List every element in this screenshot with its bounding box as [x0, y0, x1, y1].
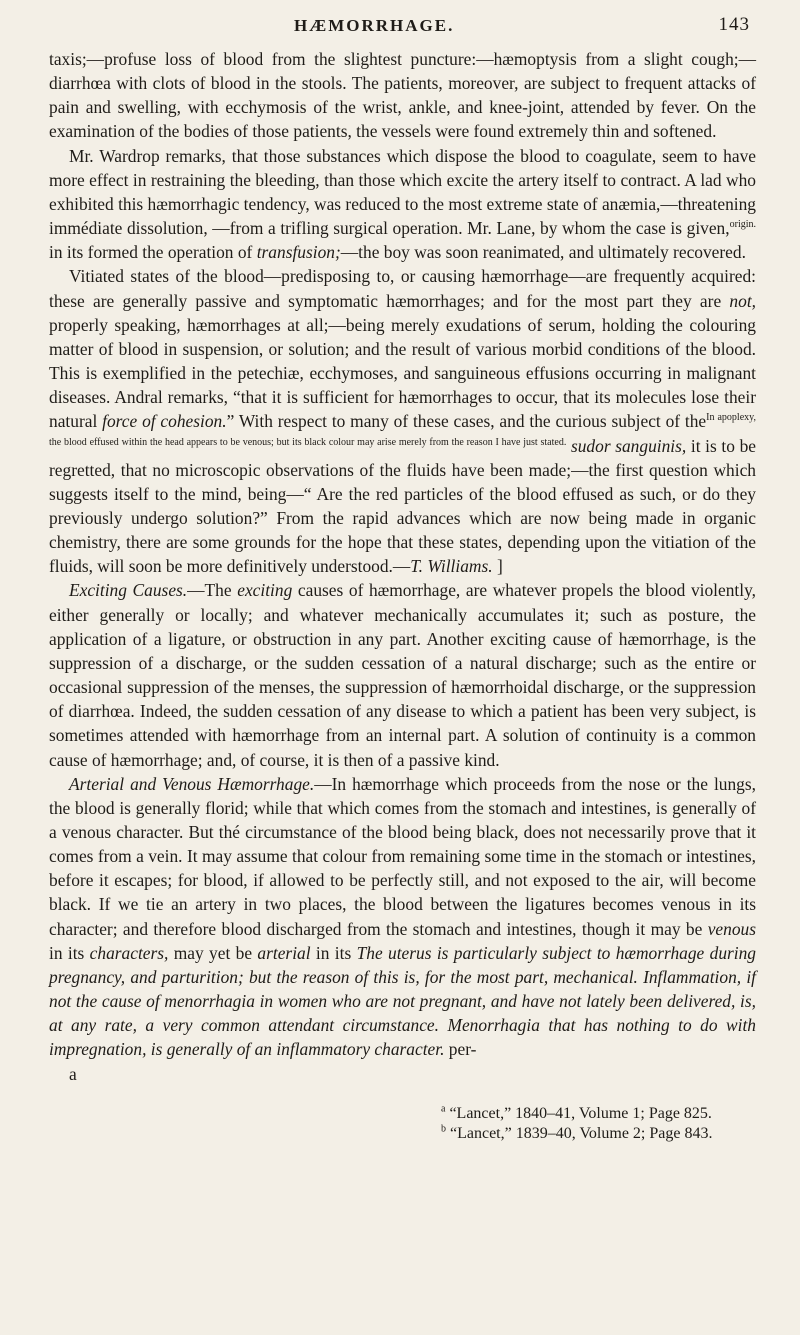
- footnote: $^b$ “Lancet,” 1839–40, Volume 2; Page 843.: [441, 1123, 713, 1142]
- running-title: HÆMORRHAGE.: [294, 16, 455, 35]
- paragraph: taxis;—profuse loss of blood from the slightest puncture:—hæmoptysis from a slight cough;—diarrhœa with clots of blood in the stools. The patients, moreover, are subject to frequent attacks of pain and swelling, with ecchymosis of the wrist, ankle, and knee-joint, attended by fever. On the examination of the bodies of those patients, the vessels were found extremely thin and softened.: [49, 49, 756, 142]
- paragraph: Mr. Wardrop remarks, that those substances which dispose the blood to coagulate, seem to have more effect in restraining the bleeding, than those which excite the artery itself to contract. A lad who exhibited this hæmorrhagic tendency, was reduced to the most extreme state of anæmia,—threatening immédiate dissolution, —from a trifling surgical operation. Mr. Lane, by whom the case is given,$^{origin.}$ in its formed the operation of transfusion;—the boy was soon reanimated, and ultimately recovered.: [49, 145, 756, 263]
- page-number: 143: [718, 14, 750, 35]
- paragraph: a: [69, 1063, 77, 1084]
- running-header: [49, 12, 756, 42]
- footnotes: [49, 1104, 756, 1144]
- paragraph: Arterial and Venous Hæmorrhage.—In hæmorrhage which proceeds from the nose or the lungs, the blood is generally florid; while that which comes from the stomach and intestines, is generally of a venous character. But thé circumstance of the blood being black, does not necessarily prove that it comes from a vein. It may assume that colour from remaining some time in the stomach or intestines, before it escapes; for blood, if allowed to be perfectly still, and not exposed to the air, will become black. If we tie an artery in two places, the blood between the ligatures becomes venous in its character; and therefore blood discharged from the stomach and intestines, though it may be venous in its characters, may yet be arterial in its The uterus is particularly subject to hæmorrhage during pregnancy, and parturition; but the reason of this is, for the most part, mechanical. Inflammation, if not the cause of menorrhagia in women who are not pregnant, and have not lately been delivered, is, at any rate, a very common attendant circumstance. Menorrhagia that has nothing to do with impregnation, is generally of an inflammatory character. per-: [49, 773, 757, 1060]
- paragraph: Vitiated states of the blood—predisposing to, or causing hæmorrhage—are frequently acquired: these are generally passive and symptomatic hæmorrhages; and for the most part they are not, properly speaking, hæmorrhages at all;—being merely exudations of serum, holding the colouring matter of blood in suspension, or solution; and the result of various morbid conditions of the blood. This is exemplified in the petechiæ, ecchymoses, and sanguineous effusions occurring in malignant diseases. Andral remarks, “that it is sufficient for hæmorrhages to occur, that its molecules lose their natural force of cohesion.” With respect to many of these cases, and the curious subject of the$^{In apoplexy, the blood effused within the head appears to be venous; but its black colour may arise merely from the reason I have just stated.}$ sudor sanguinis, it is to be regretted, that no microscopic observations of the fluids have been made;—the first question which suggests itself to the mind, being—“ Are the red particles of the blood effused as such, or do they previously undergo solution?” From the rapid advances which are now being made in organic chemistry, there are some grounds for the hope that these states, depending upon the vitiation of the fluids, will soon be more definitively understood.—T. Williams. ]: [49, 266, 756, 577]
- footnote-ref[interactable]: In apoplexy, the blood effused within the head appears to be venous; but its black colour may arise merely from the reason I have just stated.: [49, 412, 756, 448]
- body-text: [49, 47, 756, 1086]
- paragraph: Exciting Causes.—The exciting causes of hæmorrhage, are whatever propels the blood violently, either generally or locally; and whatever mechanically accumulates it; such as posture, the application of a ligature, or obstruction in any part. Another exciting cause of hæmorrhage, is the suppression of a discharge, or the sudden cessation of a natural discharge; such as the entire or occasional suppression of the menses, the suppression of hæmorrhoidal discharge, or the suppression of diarrhœa. Indeed, the sudden cessation of any disease to which a patient has been very subject, is sometimes attended with hæmorrhage from an internal part. A solution of continuity is a common cause of hæmorrhage; and, of course, it is then of a passive kind.: [49, 580, 756, 770]
- footnote-ref[interactable]: origin.: [729, 219, 756, 231]
- footnote: $^a$ “Lancet,” 1840–41, Volume 1; Page 825.: [441, 1103, 712, 1122]
